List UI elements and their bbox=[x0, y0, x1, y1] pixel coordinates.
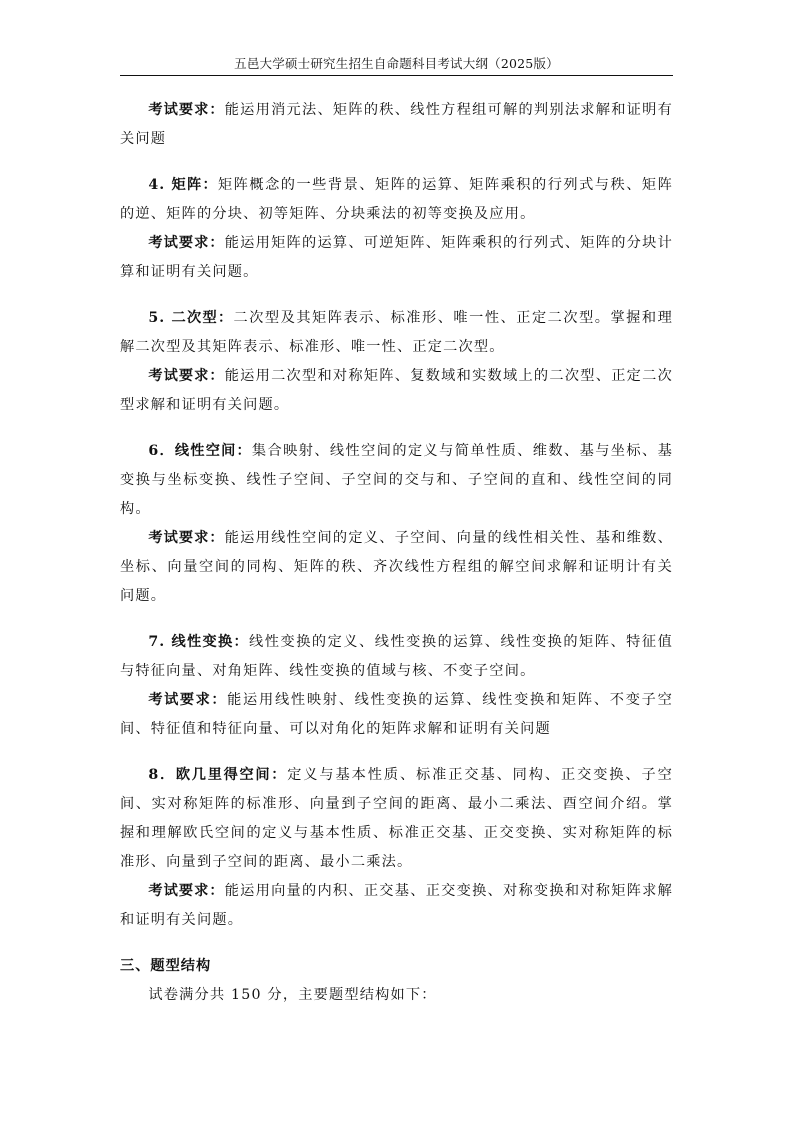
topic-quadratic-form bbox=[120, 304, 673, 362]
paragraph-text: 能运用线性空间的定义、子空间、向量的线性相关性、基和维数、坐标、向量空间的同构、矩阵的秩、齐次线性方程组的解空间求解和证明计有关问题。 bbox=[120, 530, 673, 604]
header-rule bbox=[120, 75, 673, 76]
document-body bbox=[120, 96, 673, 1010]
paragraph-text: 能运用矩阵的运算、可逆矩阵、矩阵乘积的行列式、矩阵的分块计算和证明有关问题。 bbox=[120, 235, 673, 280]
term-label: 7. 线性变换： bbox=[148, 634, 250, 650]
paragraph-text: 能运用二次型和对称矩阵、复数域和实数域上的二次型、正定二次型求解和证明有关问题。 bbox=[120, 368, 673, 413]
term-label: 考试要求： bbox=[148, 102, 225, 118]
term-label: 考试要求： bbox=[148, 530, 225, 546]
term-label: 5. 二次型： bbox=[148, 310, 234, 326]
term-label: 6．线性空间： bbox=[148, 443, 252, 459]
term-label: 考试要求： bbox=[148, 883, 225, 899]
topic-euclidean-space bbox=[120, 761, 673, 877]
section-heading-question-structure: 三、题型结构 bbox=[120, 958, 212, 974]
term-label: 8．欧几里得空间： bbox=[148, 767, 288, 783]
topic-linear-transformation bbox=[120, 628, 673, 686]
paragraph-text: 定义与基本性质、标准正交基、同构、正交变换、子空间、实对称矩阵的标准形、向量到子空间的距离、最小二乘法、酉空间介绍。掌握和理解欧氏空间的定义与基本性质、标准正交基、正交变换、实对称矩阵的标准形、向量到子空间的距离、最小二乘法。 bbox=[120, 767, 673, 870]
term-label: 考试要求： bbox=[148, 692, 228, 708]
paragraph-text: 矩阵概念的一些背景、矩阵的运算、矩阵乘积的行列式与秩、矩阵的逆、矩阵的分块、初等矩阵、分块乘法的初等变换及应用。 bbox=[120, 177, 673, 222]
page-header: 五邑大学硕士研究生招生自命题科目考试大纲（2025版） bbox=[234, 56, 559, 71]
paragraph-text: 能运用向量的内积、正交基、正交变换、对称变换和对称矩阵求解和证明有关问题。 bbox=[120, 883, 673, 928]
term-label: 考试要求： bbox=[148, 235, 225, 251]
topic-matrix bbox=[120, 171, 673, 229]
question-structure-intro: 试卷满分共 150 分，主要题型结构如下： bbox=[148, 987, 437, 1003]
term-label: 考试要求： bbox=[148, 368, 225, 384]
exam-requirement-7 bbox=[120, 686, 673, 744]
exam-requirement-4 bbox=[120, 229, 673, 287]
paragraph-text: 二次型及其矩阵表示、标准形、唯一性、正定二次型。掌握和理解二次型及其矩阵表示、标准形、唯一性、正定二次型。 bbox=[120, 310, 673, 355]
exam-requirement-5 bbox=[120, 362, 673, 420]
paragraph-text: 集合映射、线性空间的定义与简单性质、维数、基与坐标、基变换与坐标变换、线性子空间、子空间的交与和、子空间的直和、线性空间的同构。 bbox=[120, 443, 673, 517]
exam-requirement-3 bbox=[120, 96, 673, 154]
exam-requirement-8 bbox=[120, 877, 673, 935]
topic-linear-space bbox=[120, 437, 673, 524]
term-label: 4. 矩阵： bbox=[148, 177, 218, 193]
paragraph-text: 能运用线性映射、线性变换的运算、线性变换和矩阵、不变子空间、特征值和特征向量、可以对角化的矩阵求解和证明有关问题 bbox=[120, 692, 673, 737]
exam-requirement-6 bbox=[120, 524, 673, 611]
paragraph-text: 能运用消元法、矩阵的秩、线性方程组可解的判别法求解和证明有关问题 bbox=[120, 102, 673, 147]
paragraph-text: 线性变换的定义、线性变换的运算、线性变换的矩阵、特征值与特征向量、对角矩阵、线性变换的值域与核、不变子空间。 bbox=[120, 634, 673, 679]
